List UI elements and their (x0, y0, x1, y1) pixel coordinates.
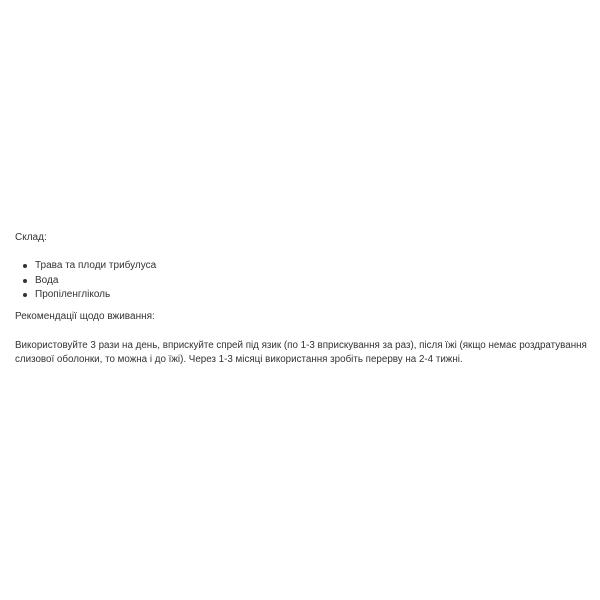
ingredient-label: Трава та плоди трибулуса (35, 260, 157, 271)
list-item (15, 259, 585, 274)
bullet-icon (23, 293, 27, 297)
composition-heading: Склад: (15, 232, 47, 243)
ingredient-label: Вода (35, 274, 59, 286)
bullet-icon (23, 279, 27, 283)
list-item (15, 274, 585, 289)
usage-text-line-1: Використовуйте 3 рази на день, вприскуйте спрей під язик (по 1-3 вприскування за раз), після їжі (якщо немає роздратування (15, 339, 587, 351)
bullet-icon (23, 264, 27, 268)
usage-text (15, 339, 585, 367)
usage-heading: Рекомендації щодо вживання: (15, 310, 155, 322)
product-description (15, 231, 585, 367)
list-item (15, 288, 585, 303)
ingredient-label: Пропіленгліколь (35, 289, 111, 300)
usage-text-line-2: слизової оболонки, то можна і до їжі). Через 1-3 місяці використання зробіть перерву на 2-4 тижні. (15, 353, 463, 365)
ingredients-list (15, 259, 585, 303)
